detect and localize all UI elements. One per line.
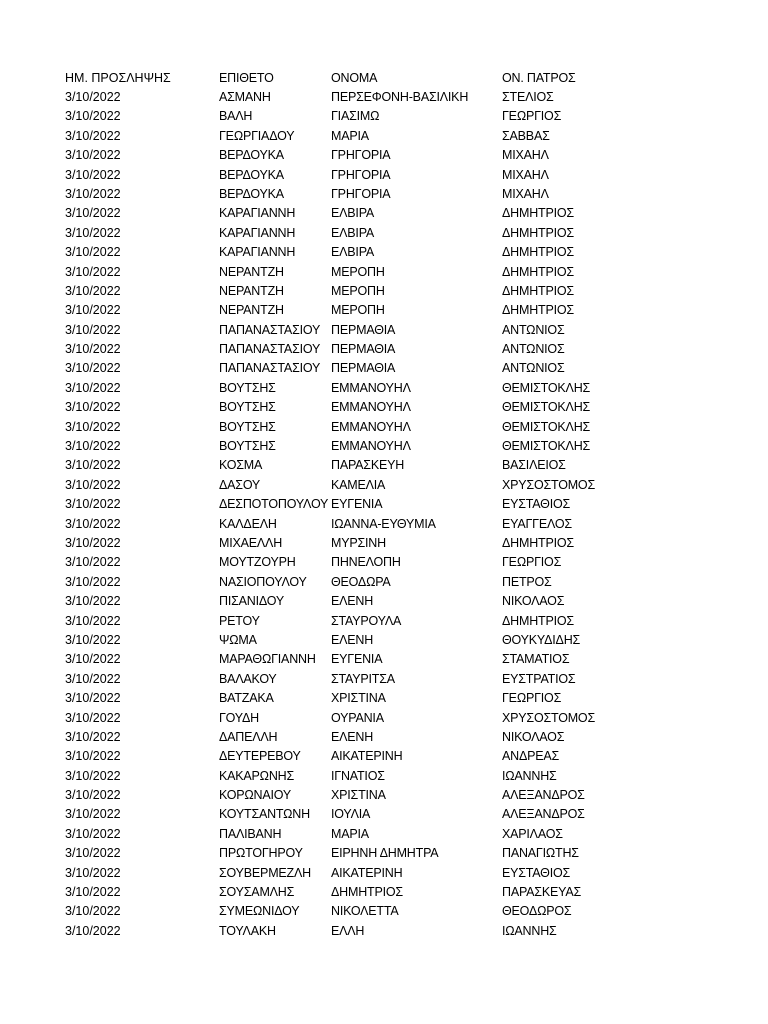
cell-surname: ΡΕΤΟΥ <box>219 613 260 628</box>
table-row <box>0 359 768 378</box>
cell-hiring-date: 3/10/2022 <box>65 594 121 609</box>
cell-hiring-date: 3/10/2022 <box>65 846 121 861</box>
table-row <box>0 185 768 204</box>
header-hiring-date: ΗΜ. ΠΡΟΣΛΗΨΗΣ <box>65 71 171 85</box>
cell-first-name: ΕΜΜΑΝΟΥΗΛ <box>331 380 411 395</box>
cell-hiring-date: 3/10/2022 <box>65 206 121 221</box>
cell-father-name: ΔΗΜΗΤΡΙΟΣ <box>502 283 574 298</box>
cell-father-name: ΝΙΚΟΛΑΟΣ <box>502 594 565 609</box>
cell-father-name: ΣΤΑΜΑΤΙΟΣ <box>502 652 570 667</box>
cell-father-name: ΑΝΤΩΝΙΟΣ <box>502 361 565 376</box>
cell-father-name: ΠΑΝΑΓΙΩΤΗΣ <box>502 846 579 861</box>
cell-father-name: ΓΕΩΡΓΙΟΣ <box>502 691 562 706</box>
cell-surname: ΒΑΛΑΚΟΥ <box>219 671 277 686</box>
table-row <box>0 340 768 359</box>
cell-hiring-date: 3/10/2022 <box>65 186 121 201</box>
cell-first-name: ΙΟΥΛΙΑ <box>331 807 371 822</box>
cell-first-name: ΕΛΒΙΡΑ <box>331 245 375 260</box>
cell-surname: ΠΑΠΑΝΑΣΤΑΣΙΟΥ <box>219 361 321 376</box>
table-row <box>0 689 768 708</box>
cell-father-name: ΧΡΥΣΟΣΤΟΜΟΣ <box>502 477 595 492</box>
cell-father-name: ΔΗΜΗΤΡΙΟΣ <box>502 535 574 550</box>
cell-hiring-date: 3/10/2022 <box>65 380 121 395</box>
cell-hiring-date: 3/10/2022 <box>65 90 121 104</box>
table-row <box>0 767 768 786</box>
cell-first-name: ΣΤΑΥΡΙΤΣΑ <box>331 671 395 686</box>
cell-hiring-date: 3/10/2022 <box>65 885 121 900</box>
cell-father-name: ΔΗΜΗΤΡΙΟΣ <box>502 245 574 260</box>
cell-first-name: ΜΕΡΟΠΗ <box>331 283 385 298</box>
table-row <box>0 127 768 146</box>
cell-surname: ΠΑΠΑΝΑΣΤΑΣΙΟΥ <box>219 342 321 357</box>
table-row <box>0 592 768 611</box>
cell-father-name: ΕΥΣΤΡΑΤΙΟΣ <box>502 671 576 686</box>
cell-surname: ΒΟΥΤΣΗΣ <box>219 439 276 454</box>
table-row <box>0 204 768 223</box>
cell-surname: ΔΑΣΟΥ <box>219 477 261 492</box>
cell-surname: ΠΙΣΑΝΙΔΟΥ <box>219 594 285 609</box>
cell-hiring-date: 3/10/2022 <box>65 439 121 454</box>
cell-father-name: ΣΑΒΒΑΣ <box>502 128 550 143</box>
table-row <box>0 515 768 534</box>
hiring-table <box>0 69 768 941</box>
table-row <box>0 321 768 340</box>
cell-hiring-date: 3/10/2022 <box>65 225 121 240</box>
cell-surname: ΜΑΡΑΘΩΓΙΑΝΝΗ <box>219 652 316 667</box>
cell-hiring-date: 3/10/2022 <box>65 652 121 667</box>
cell-surname: ΚΑΡΑΓΙΑΝΝΗ <box>219 206 296 221</box>
cell-first-name: ΕΜΜΑΝΟΥΗΛ <box>331 439 411 454</box>
cell-surname: ΚΑΡΑΓΙΑΝΝΗ <box>219 245 296 260</box>
cell-first-name: ΚΑΜΕΛΙΑ <box>331 477 386 492</box>
cell-surname: ΒΕΡΔΟΥΚΑ <box>219 186 284 201</box>
cell-hiring-date: 3/10/2022 <box>65 710 121 725</box>
table-row <box>0 864 768 883</box>
cell-hiring-date: 3/10/2022 <box>65 807 121 822</box>
cell-surname: ΔΑΠΕΛΛΗ <box>219 729 278 744</box>
cell-first-name: ΕΥΓΕΝΙΑ <box>331 652 383 667</box>
cell-father-name: ΕΥΣΤΑΘΙΟΣ <box>502 497 571 512</box>
cell-first-name: ΓΙΑΣΙΜΩ <box>331 109 380 124</box>
cell-surname: ΚΑΡΑΓΙΑΝΝΗ <box>219 225 296 240</box>
cell-first-name: ΔΗΜΗΤΡΙΟΣ <box>331 885 403 900</box>
cell-first-name: ΠΕΡΜΑΘΙΑ <box>331 342 396 357</box>
table-row <box>0 437 768 456</box>
cell-father-name: ΓΕΩΡΓΙΟΣ <box>502 555 562 570</box>
cell-surname: ΣΥΜΕΩΝΙΔΟΥ <box>219 904 300 919</box>
table-row <box>0 825 768 844</box>
cell-first-name: ΕΥΓΕΝΙΑ <box>331 497 383 512</box>
cell-surname: ΝΑΣΙΟΠΟΥΛΟΥ <box>219 574 307 589</box>
header-surname: ΕΠΙΘΕΤΟ <box>219 71 274 85</box>
table-row <box>0 728 768 747</box>
cell-surname: ΠΑΠΑΝΑΣΤΑΣΙΟΥ <box>219 322 321 337</box>
table-row <box>0 786 768 805</box>
cell-surname: ΔΕΥΤΕΡΕΒΟΥ <box>219 749 301 764</box>
cell-first-name: ΕΛΒΙΡΑ <box>331 225 375 240</box>
table-row <box>0 282 768 301</box>
cell-hiring-date: 3/10/2022 <box>65 555 121 570</box>
cell-surname: ΣΟΥΒΕΡΜΕΖΛΗ <box>219 865 311 880</box>
cell-hiring-date: 3/10/2022 <box>65 303 121 318</box>
table-row <box>0 573 768 592</box>
cell-first-name: ΓΡΗΓΟΡΙΑ <box>331 167 391 182</box>
cell-first-name: ΕΛΕΝΗ <box>331 729 374 744</box>
cell-father-name: ΙΩΑΝΝΗΣ <box>502 768 557 783</box>
table-row <box>0 902 768 921</box>
table-row <box>0 243 768 262</box>
cell-first-name: ΑΙΚΑΤΕΡΙΝΗ <box>331 865 403 880</box>
cell-surname: ΚΑΛΔΕΛΗ <box>219 516 277 531</box>
cell-hiring-date: 3/10/2022 <box>65 458 121 473</box>
cell-hiring-date: 3/10/2022 <box>65 768 121 783</box>
table-row <box>0 922 768 941</box>
cell-first-name: ΕΜΜΑΝΟΥΗΛ <box>331 419 411 434</box>
cell-surname: ΚΟΥΤΣΑΝΤΩΝΗ <box>219 807 310 822</box>
cell-hiring-date: 3/10/2022 <box>65 923 121 938</box>
table-body <box>0 88 768 941</box>
cell-first-name: ΠΑΡΑΣΚΕΥΗ <box>331 458 405 473</box>
table-row <box>0 670 768 689</box>
cell-first-name: ΕΜΜΑΝΟΥΗΛ <box>331 400 411 415</box>
table-row <box>0 166 768 185</box>
cell-first-name: ΧΡΙΣΤΙΝΑ <box>331 691 386 706</box>
cell-surname: ΑΣΜΑΝΗ <box>219 90 271 104</box>
cell-hiring-date: 3/10/2022 <box>65 477 121 492</box>
cell-surname: ΣΟΥΣΑΜΛΗΣ <box>219 885 295 900</box>
cell-surname: ΒΕΡΔΟΥΚΑ <box>219 167 284 182</box>
cell-hiring-date: 3/10/2022 <box>65 167 121 182</box>
cell-surname: ΓΟΥΔΗ <box>219 710 259 725</box>
cell-father-name: ΑΝΤΩΝΙΟΣ <box>502 322 565 337</box>
cell-first-name: ΝΙΚΟΛΕΤΤΑ <box>331 904 399 919</box>
table-header-row <box>0 69 768 88</box>
cell-surname: ΒΕΡΔΟΥΚΑ <box>219 148 284 163</box>
cell-hiring-date: 3/10/2022 <box>65 788 121 803</box>
cell-father-name: ΜΙΧΑΗΛ <box>502 186 549 201</box>
cell-first-name: ΜΥΡΣΙΝΗ <box>331 535 386 550</box>
cell-father-name: ΔΗΜΗΤΡΙΟΣ <box>502 613 574 628</box>
cell-hiring-date: 3/10/2022 <box>65 148 121 163</box>
cell-father-name: ΑΝΔΡΕΑΣ <box>502 749 560 764</box>
cell-father-name: ΔΗΜΗΤΡΙΟΣ <box>502 264 574 279</box>
cell-hiring-date: 3/10/2022 <box>65 109 121 124</box>
table-row <box>0 553 768 572</box>
cell-first-name: ΜΕΡΟΠΗ <box>331 303 385 318</box>
cell-first-name: ΧΡΙΣΤΙΝΑ <box>331 788 386 803</box>
table-row <box>0 650 768 669</box>
cell-hiring-date: 3/10/2022 <box>65 283 121 298</box>
cell-hiring-date: 3/10/2022 <box>65 826 121 841</box>
table-row <box>0 263 768 282</box>
table-row <box>0 88 768 107</box>
cell-surname: ΓΕΩΡΓΙΑΔΟΥ <box>219 128 295 143</box>
table-row <box>0 301 768 320</box>
cell-father-name: ΘΕΟΔΩΡΟΣ <box>502 904 572 919</box>
table-row <box>0 107 768 126</box>
table-row <box>0 747 768 766</box>
cell-surname: ΒΟΥΤΣΗΣ <box>219 380 276 395</box>
cell-father-name: ΔΗΜΗΤΡΙΟΣ <box>502 225 574 240</box>
table-row <box>0 476 768 495</box>
cell-father-name: ΔΗΜΗΤΡΙΟΣ <box>502 303 574 318</box>
cell-father-name: ΠΑΡΑΣΚΕΥΑΣ <box>502 885 581 900</box>
cell-father-name: ΜΙΧΑΗΛ <box>502 148 549 163</box>
cell-hiring-date: 3/10/2022 <box>65 361 121 376</box>
table-row <box>0 146 768 165</box>
table-row <box>0 495 768 514</box>
cell-hiring-date: 3/10/2022 <box>65 497 121 512</box>
cell-first-name: ΕΙΡΗΝΗ ΔΗΜΗΤΡΑ <box>331 846 439 861</box>
cell-surname: ΒΟΥΤΣΗΣ <box>219 419 276 434</box>
cell-surname: ΚΟΣΜΑ <box>219 458 263 473</box>
cell-surname: ΒΑΤΖΑΚΑ <box>219 691 274 706</box>
cell-father-name: ΣΤΕΛΙΟΣ <box>502 90 554 104</box>
cell-hiring-date: 3/10/2022 <box>65 904 121 919</box>
table-row <box>0 844 768 863</box>
cell-father-name: ΘΕΜΙΣΤΟΚΛΗΣ <box>502 400 591 415</box>
cell-hiring-date: 3/10/2022 <box>65 342 121 357</box>
cell-hiring-date: 3/10/2022 <box>65 516 121 531</box>
cell-father-name: ΧΡΥΣΟΣΤΟΜΟΣ <box>502 710 595 725</box>
cell-father-name: ΝΙΚΟΛΑΟΣ <box>502 729 565 744</box>
cell-father-name: ΑΝΤΩΝΙΟΣ <box>502 342 565 357</box>
cell-hiring-date: 3/10/2022 <box>65 419 121 434</box>
cell-first-name: ΠΗΝΕΛΟΠΗ <box>331 555 401 570</box>
cell-first-name: ΣΤΑΥΡΟΥΛΑ <box>331 613 402 628</box>
cell-hiring-date: 3/10/2022 <box>65 245 121 260</box>
table-row <box>0 398 768 417</box>
cell-surname: ΝΕΡΑΝΤΖΗ <box>219 283 284 298</box>
cell-first-name: ΕΛΒΙΡΑ <box>331 206 375 221</box>
cell-father-name: ΙΩΑΝΝΗΣ <box>502 923 557 938</box>
cell-father-name: ΘΟΥΚΥΔΙΔΗΣ <box>502 632 581 647</box>
cell-first-name: ΠΕΡΜΑΘΙΑ <box>331 322 396 337</box>
cell-first-name: ΙΩΑΝΝΑ-ΕΥΘΥΜΙΑ <box>331 516 436 531</box>
cell-hiring-date: 3/10/2022 <box>65 729 121 744</box>
cell-surname: ΨΩΜΑ <box>219 632 257 647</box>
table-row <box>0 418 768 437</box>
cell-surname: ΝΕΡΑΝΤΖΗ <box>219 264 284 279</box>
table-row <box>0 534 768 553</box>
cell-first-name: ΟΥΡΑΝΙΑ <box>331 710 384 725</box>
cell-surname: ΤΟΥΛΑΚΗ <box>219 923 276 938</box>
cell-surname: ΠΡΩΤΟΓΗΡΟΥ <box>219 846 303 861</box>
cell-hiring-date: 3/10/2022 <box>65 691 121 706</box>
cell-surname: ΔΕΣΠΟΤΟΠΟΥΛΟΥ <box>219 497 329 512</box>
cell-hiring-date: 3/10/2022 <box>65 128 121 143</box>
cell-first-name: ΕΛΕΝΗ <box>331 594 374 609</box>
cell-father-name: ΘΕΜΙΣΤΟΚΛΗΣ <box>502 380 591 395</box>
cell-first-name: ΘΕΟΔΩΡΑ <box>331 574 391 589</box>
cell-first-name: ΓΡΗΓΟΡΙΑ <box>331 148 391 163</box>
cell-surname: ΚΟΡΩΝΑΙΟΥ <box>219 788 292 803</box>
cell-hiring-date: 3/10/2022 <box>65 865 121 880</box>
cell-father-name: ΘΕΜΙΣΤΟΚΛΗΣ <box>502 439 591 454</box>
cell-hiring-date: 3/10/2022 <box>65 535 121 550</box>
cell-first-name: ΜΑΡΙΑ <box>331 826 369 841</box>
cell-surname: ΠΑΛΙΒΑΝΗ <box>219 826 282 841</box>
cell-surname: ΝΕΡΑΝΤΖΗ <box>219 303 284 318</box>
table-row <box>0 379 768 398</box>
cell-hiring-date: 3/10/2022 <box>65 574 121 589</box>
header-father-name: ΟΝ. ΠΑΤΡΟΣ <box>502 71 576 85</box>
cell-hiring-date: 3/10/2022 <box>65 632 121 647</box>
cell-father-name: ΠΕΤΡΟΣ <box>502 574 552 589</box>
table-row <box>0 456 768 475</box>
cell-surname: ΚΑΚΑΡΩΝΗΣ <box>219 768 295 783</box>
cell-father-name: ΕΥΑΓΓΕΛΟΣ <box>502 516 572 531</box>
cell-first-name: ΕΛΕΝΗ <box>331 632 374 647</box>
cell-hiring-date: 3/10/2022 <box>65 322 121 337</box>
cell-first-name: ΕΛΛΗ <box>331 923 365 938</box>
cell-father-name: ΓΕΩΡΓΙΟΣ <box>502 109 562 124</box>
cell-first-name: ΜΕΡΟΠΗ <box>331 264 385 279</box>
header-first-name: ΟΝΟΜΑ <box>331 71 378 85</box>
cell-father-name: ΧΑΡΙΛΑΟΣ <box>502 826 563 841</box>
cell-father-name: ΒΑΣΙΛΕΙΟΣ <box>502 458 566 473</box>
cell-father-name: ΑΛΕΞΑΝΔΡΟΣ <box>502 807 585 822</box>
cell-first-name: ΑΙΚΑΤΕΡΙΝΗ <box>331 749 403 764</box>
table-row <box>0 883 768 902</box>
cell-father-name: ΔΗΜΗΤΡΙΟΣ <box>502 206 574 221</box>
cell-first-name: ΠΕΡΜΑΘΙΑ <box>331 361 396 376</box>
cell-surname: ΜΙΧΑΕΛΛΗ <box>219 535 283 550</box>
cell-father-name: ΑΛΕΞΑΝΔΡΟΣ <box>502 788 585 803</box>
cell-hiring-date: 3/10/2022 <box>65 264 121 279</box>
cell-father-name: ΕΥΣΤΑΘΙΟΣ <box>502 865 571 880</box>
table-row <box>0 805 768 824</box>
cell-surname: ΒΟΥΤΣΗΣ <box>219 400 276 415</box>
table-row <box>0 612 768 631</box>
cell-surname: ΜΟΥΤΖΟΥΡΗ <box>219 555 296 570</box>
cell-hiring-date: 3/10/2022 <box>65 400 121 415</box>
cell-father-name: ΜΙΧΑΗΛ <box>502 167 549 182</box>
cell-hiring-date: 3/10/2022 <box>65 613 121 628</box>
table-row <box>0 631 768 650</box>
cell-father-name: ΘΕΜΙΣΤΟΚΛΗΣ <box>502 419 591 434</box>
table-row <box>0 709 768 728</box>
cell-first-name: ΠΕΡΣΕΦΟΝΗ-ΒΑΣΙΛΙΚΗ <box>331 90 469 104</box>
cell-first-name: ΙΓΝΑΤΙΟΣ <box>331 768 385 783</box>
cell-first-name: ΜΑΡΙΑ <box>331 128 369 143</box>
cell-hiring-date: 3/10/2022 <box>65 749 121 764</box>
table-row <box>0 224 768 243</box>
cell-hiring-date: 3/10/2022 <box>65 671 121 686</box>
cell-first-name: ΓΡΗΓΟΡΙΑ <box>331 186 391 201</box>
cell-surname: ΒΑΛΗ <box>219 109 253 124</box>
